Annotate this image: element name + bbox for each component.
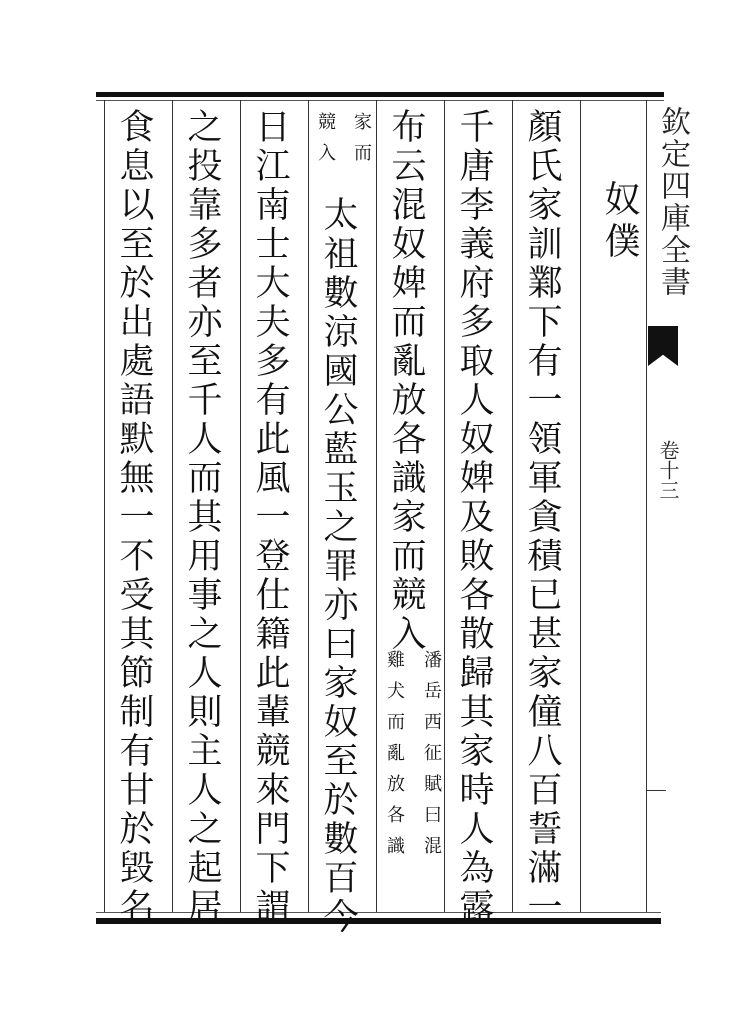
column-divider <box>104 100 105 912</box>
text-column-3: 布云混奴婢而亂放各識家而競入 <box>386 108 426 654</box>
column-divider <box>512 100 513 912</box>
fishtail-mark <box>648 326 678 366</box>
annotation-3b: 雞犬而亂放各識 <box>384 650 405 867</box>
text-column-5: 日江南士大夫多有此風一登仕籍此輩競來門下謂 <box>250 108 290 927</box>
text-column-6: 之投靠多者亦至千人而其用事之人則主人之起居 <box>182 108 222 927</box>
annotation-3a: 潘岳西征賦曰混 <box>421 650 442 867</box>
column-divider <box>444 100 445 912</box>
text-column-7: 食息以至於出處語默無一不受其節制有甘於毀名 <box>114 108 154 927</box>
margin-juan-number: 卷十三 <box>656 440 680 500</box>
margin-book-title: 欽定四庫全書 <box>655 106 690 298</box>
column-divider <box>240 100 241 912</box>
top-frame-line <box>96 92 664 97</box>
annotation-4a: 家而 <box>351 112 372 174</box>
text-column-2: 千唐李義府多取人奴婢及敗各散歸其家時人為露 <box>454 108 494 927</box>
column-divider <box>172 100 173 912</box>
text-column-4: 太祖數涼國公藍玉之罪亦曰家奴至於數百今 <box>318 196 358 937</box>
section-heading: 奴僕 <box>599 180 640 264</box>
top-frame-inner-line <box>96 100 664 101</box>
margin-tick <box>646 790 666 791</box>
column-divider <box>376 100 377 912</box>
column-divider <box>580 100 581 912</box>
annotation-4b: 競入 <box>315 112 336 174</box>
column-divider <box>308 100 309 912</box>
text-column-1: 顏氏家訓鄴下有一領軍貪積已甚家僮八百誓滿一 <box>522 108 562 927</box>
